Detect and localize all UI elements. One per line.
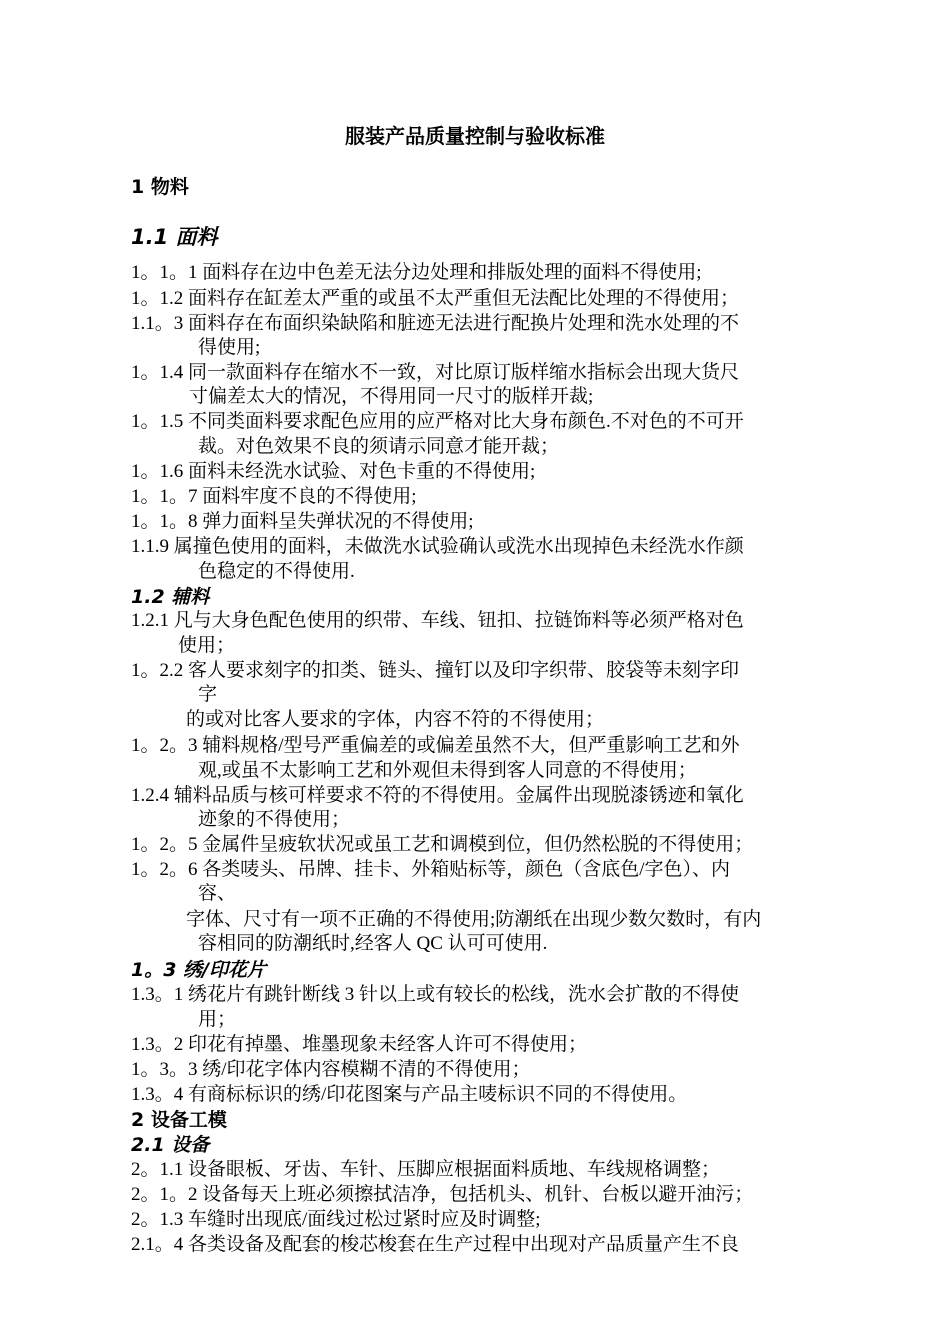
subsection-heading-2-1: 2.1 设备 [131,1134,210,1156]
paragraph-line: 1。2。5 金属件呈疲软状况或虽工艺和调模到位，但仍然松脱的不得使用； [131,834,754,855]
section-heading-1: 1 物料 [131,176,189,198]
subsection-heading-1-3: 1。3 绣/印花片 [131,959,266,981]
paragraph-line: 用； [198,1009,237,1030]
paragraph-line: 1.1。3 面料存在布面织染缺陷和脏迹无法进行配换片处理和洗水处理的不 [131,313,740,334]
paragraph-line: 1。1.2 面料存在缸差太严重的或虽不太严重但无法配比处理的不得使用； [131,288,740,309]
paragraph-line: 2。1.3 车缝时出现底/面线过松过紧时应及时调整; [131,1209,541,1230]
subsection-heading-1-1: 1.1 面料 [131,225,218,249]
paragraph-line: 1。1.5 不同类面料要求配色应用的应严格对比大身布颜色.不对色的不可开 [131,411,744,432]
paragraph-line: 字体、尺寸有一项不正确的不得使用;防潮纸在出现少数欠数时，有内 [186,909,762,930]
paragraph-line: 裁。对色效果不良的须请示同意才能开裁； [198,436,560,457]
paragraph-line: 使用； [178,635,236,656]
paragraph-line: 1.3。1 绣花片有跳针断线 3 针以上或有较长的松线，洗水会扩散的不得使 [131,984,740,1005]
paragraph-line: 得使用; [198,337,261,358]
paragraph-line: 1。1。7 面料牢度不良的不得使用; [131,486,417,507]
paragraph-line: 容、 [198,883,237,904]
document-title: 服装产品质量控制与验收标准 [345,124,605,148]
section-heading-2: 2 设备工模 [131,1109,227,1131]
paragraph-line: 2。1。2 设备每天上班必须擦拭洁净，包括机头、机针、台板以避开油污； [131,1184,754,1205]
paragraph-line: 1。2。3 辅料规格/型号严重偏差的或偏差虽然不大，但严重影响工艺和外 [131,735,740,756]
paragraph-line: 1.3。4 有商标标识的绣/印花图案与产品主唛标识不同的不得使用。 [131,1084,688,1105]
paragraph-line: 1。2.2 客人要求刻字的扣类、链头、撞钉以及印字织带、胶袋等未刻字印 [131,660,740,681]
paragraph-line: 容相同的防潮纸时,经客人 QC 认可可使用. [198,933,548,954]
paragraph-line: 1。1。1 面料存在边中色差无法分边处理和排版处理的面料不得使用; [131,262,702,283]
paragraph-line: 1。2。6 各类唛头、吊牌、挂卡、外箱贴标等，颜色（含底色/字色）、内 [131,859,731,880]
paragraph-line: 2。1.1 设备眼板、牙齿、车针、压脚应根据面料质地、车线规格调整； [131,1159,721,1180]
paragraph-line: 寸偏差太大的情况，不得用同一尺寸的版样开裁; [189,386,594,407]
paragraph-line: 1.2.4 辅料品质与核可样要求不符的不得使用。金属件出现脱漆锈迹和氧化 [131,785,744,806]
paragraph-line: 观,或虽不太影响工艺和外观但未得到客人同意的不得使用； [198,760,697,781]
paragraph-line: 1.2.1 凡与大身色配色使用的织带、车线、钮扣、拉链饰料等必须严格对色 [131,610,744,631]
paragraph-line: 1。1。8 弹力面料呈失弹状况的不得使用; [131,511,474,532]
paragraph-line: 迹象的不得使用； [198,809,351,830]
paragraph-line: 1。1.4 同一款面料存在缩水不一致，对比原订版样缩水指标会出现大货尺 [131,362,740,383]
subsection-heading-1-2: 1.2 辅料 [131,586,210,608]
paragraph-line: 1.1.9 属撞色使用的面料，未做洗水试验确认或洗水出现掉色未经洗水作颜 [131,536,744,557]
paragraph-line: 2.1。4 各类设备及配套的梭芯梭套在生产过程中出现对产品质量产生不良 [131,1234,740,1255]
paragraph-line: 1.3。2 印花有掉墨、堆墨现象未经客人许可不得使用； [131,1034,588,1055]
paragraph-line: 1。3。3 绣/印花字体内容模糊不清的不得使用； [131,1059,531,1080]
paragraph-line: 的或对比客人要求的字体，内容不符的不得使用； [186,709,605,730]
paragraph-line: 1。1.6 面料未经洗水试验、对色卡重的不得使用; [131,461,536,482]
paragraph-line: 色稳定的不得使用. [198,561,355,582]
paragraph-line: 字 [198,684,218,705]
